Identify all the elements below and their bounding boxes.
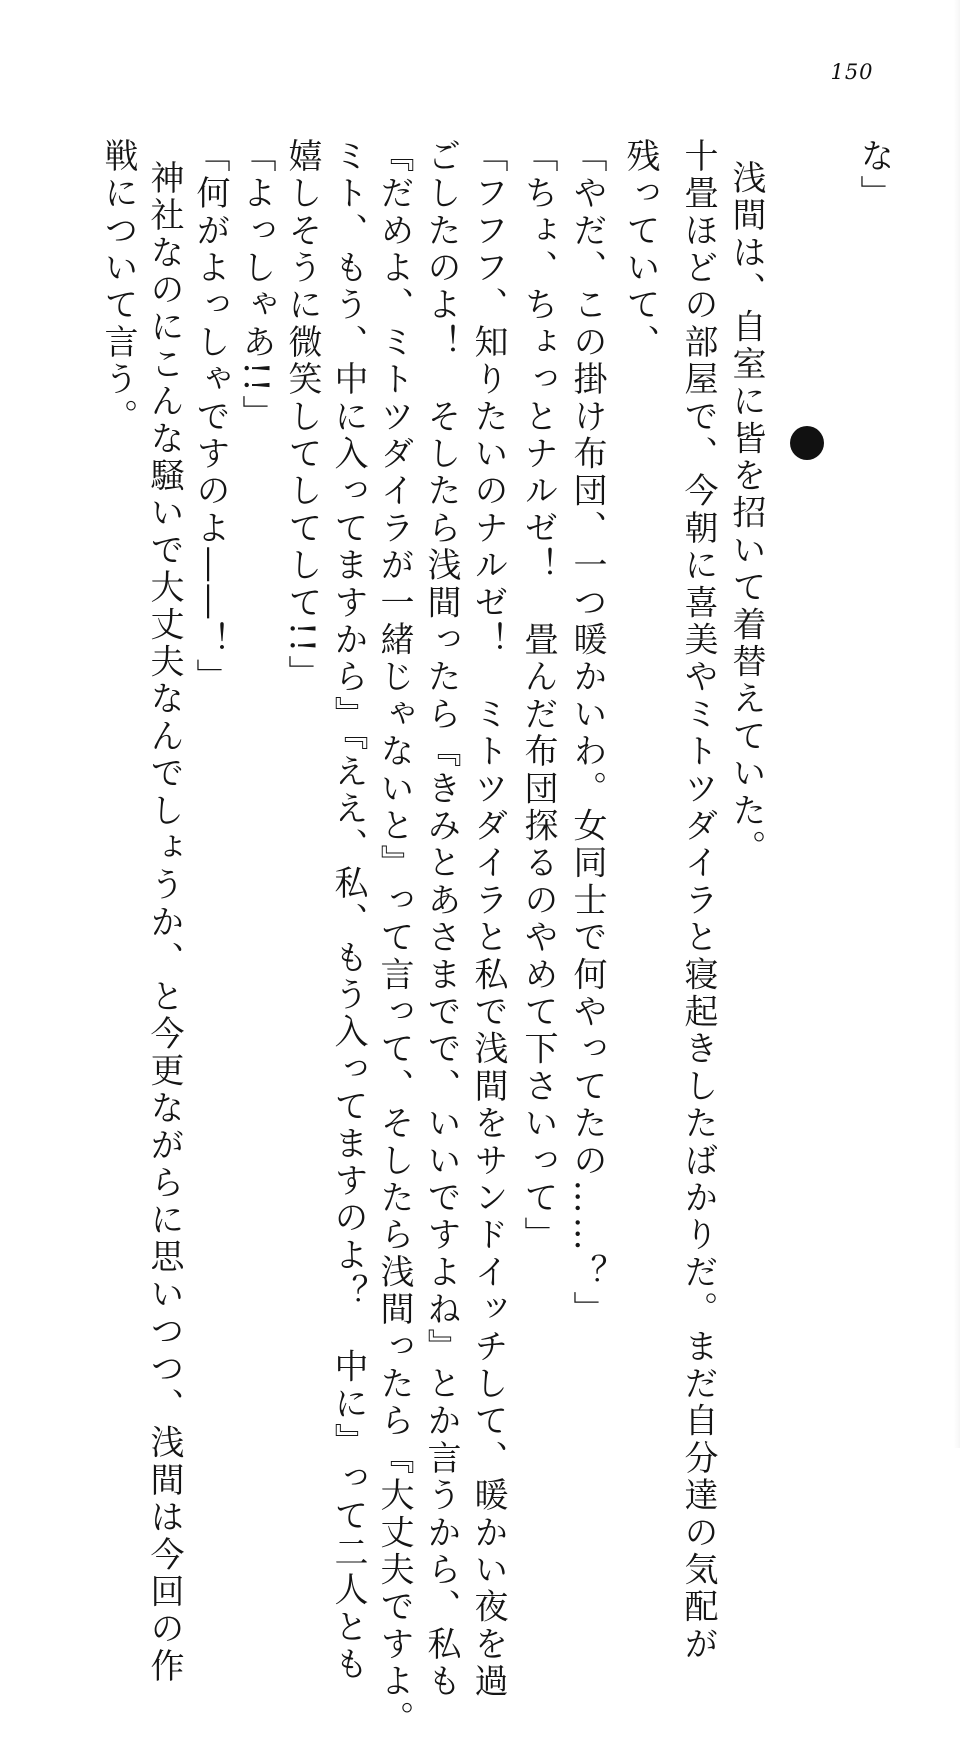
- text-line-2: 浅間は、自室に皆を招いて着替えていた。: [726, 160, 766, 867]
- text-line-1: な」: [854, 138, 894, 213]
- text-line-11: 嬉しそうに微笑してしてして!!」: [282, 138, 322, 693]
- text-line-15: 戦について言う。: [98, 138, 138, 436]
- section-break-dot: [790, 426, 824, 460]
- text-line-7: 「フフフ、知りたいのナルゼ！ ミトツダイラと私で浅間をサンドイッチして、暖かい夜を過: [468, 138, 508, 1701]
- text-line-13: 「何がよっしゃですのよ――！」: [190, 138, 230, 696]
- text-line-5: 「やだ、この掛け布団、一つ暖かいわ。女同士で何やってたの……？」: [567, 138, 607, 1329]
- text-line-4: 残っていて、: [620, 138, 660, 362]
- text-line-6: 「ちょ、ちょっとナルゼ！ 畳んだ布団探るのやめて下さいって」: [518, 138, 558, 1254]
- page-number: 150: [830, 60, 874, 84]
- text-line-9: 『だめよ、ミトツダイラが一緒じゃないと』って言って、そしたら浅間ったら『大丈夫ですよ。: [374, 138, 414, 1738]
- text-line-8: ごしたのよ！ そしたら浅間ったら『きみとあさまでで、いいですよね』とか言うから、私も: [421, 138, 461, 1701]
- text-line-14: 神社なのにこんな騒いで大丈夫なんでしょうか、と今更ながらに思いつつ、浅間は今回の作: [144, 160, 184, 1686]
- text-line-12: 「よっしゃあ!!」: [236, 138, 276, 433]
- page-edge-shadow: [954, 0, 960, 1448]
- text-line-3: 十畳ほどの部屋で、今朝に喜美やミトツダイラと寝起きしたばかりだ。まだ自分達の気配が: [678, 138, 718, 1664]
- text-line-10: ミト、もう、中に入ってますから』『ええ、私、もう入ってますのよ？ 中に』って二人とも: [328, 138, 368, 1684]
